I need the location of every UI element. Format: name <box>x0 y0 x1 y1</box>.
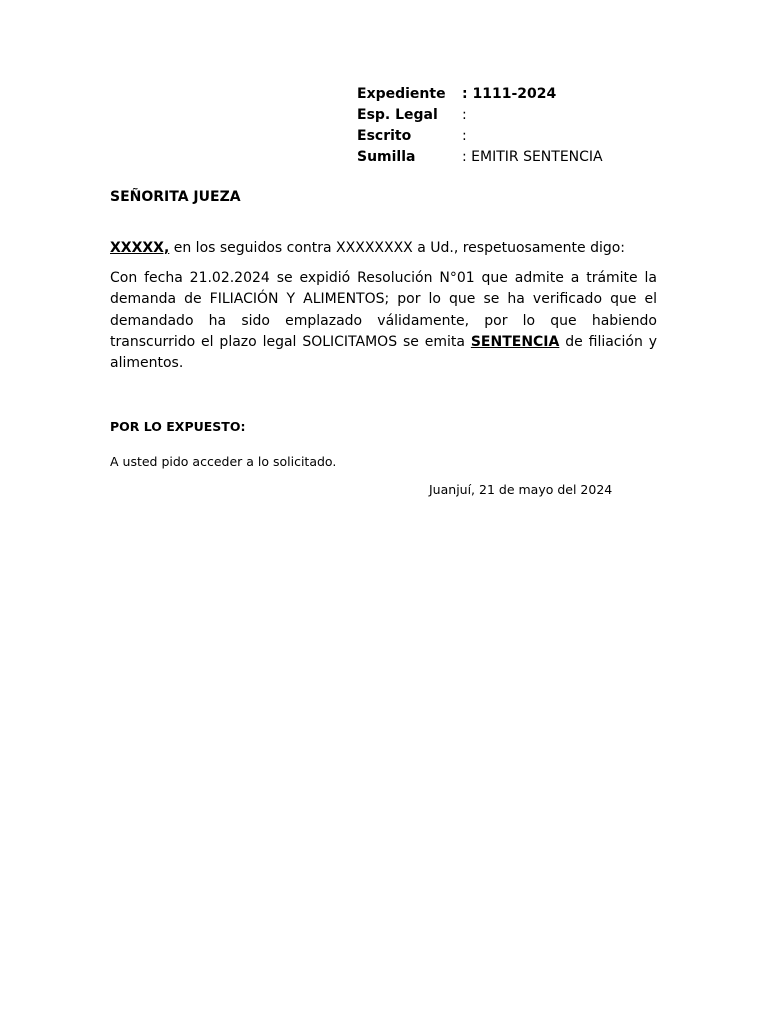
body-text-before: Con fecha 21.02.2024 se expidió Resolución N°01 que admite a trámite la demanda de FILIACIÓN Y ALIMENTOS; por lo que se ha verificado que el demandado ha sido emplazado válidamente, por lo que habiendo transcurrido el plazo legal SOLICITAMOS se emita <box>110 270 657 350</box>
closing-request: A usted pido acceder a lo solicitado. <box>110 454 337 469</box>
case-header <box>357 84 603 168</box>
body-emphasis: SENTENCIA <box>470 333 560 350</box>
addressee: SEÑORITA JUEZA <box>110 189 241 205</box>
header-label: Escrito <box>357 128 412 144</box>
header-value: : <box>462 128 467 144</box>
intro-text: en los seguidos contra XXXXXXXX a Ud., respetuosamente digo: <box>169 240 626 256</box>
body-paragraph <box>110 268 657 374</box>
closing-heading: POR LO EXPUESTO: <box>110 419 246 434</box>
header-label: Sumilla <box>357 149 416 165</box>
header-row-sumilla <box>357 147 603 168</box>
petitioner-name: XXXXX, <box>110 240 170 256</box>
header-value: : 1111-2024 <box>462 86 557 102</box>
place-date: Juanjuí, 21 de mayo del 2024 <box>429 482 613 497</box>
header-label: Expediente <box>357 86 446 102</box>
header-row-escrito <box>357 126 603 147</box>
header-value: : EMITIR SENTENCIA <box>462 149 603 165</box>
header-value: : <box>462 107 467 123</box>
header-label: Esp. Legal <box>357 107 438 123</box>
header-row-expediente <box>357 84 603 105</box>
header-row-esp-legal <box>357 105 603 126</box>
body-text-after: de filiación y alimentos. <box>110 333 657 372</box>
intro-line <box>110 240 625 256</box>
